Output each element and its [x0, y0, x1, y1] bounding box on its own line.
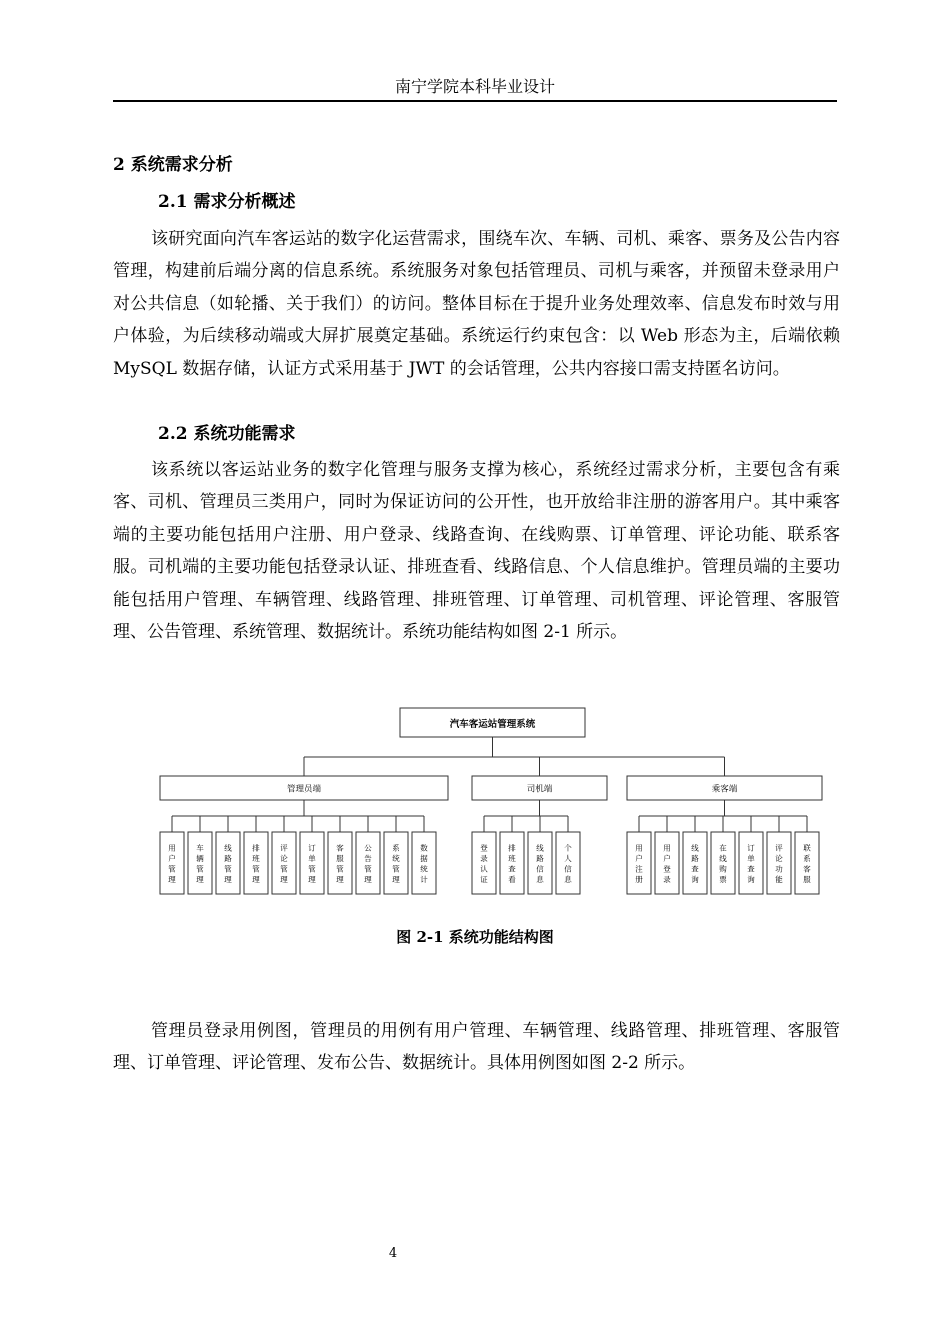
leaf-box [795, 832, 819, 894]
leaf-label: 用户登录 [663, 843, 671, 884]
root-label: 汽车客运站管理系统 [449, 719, 536, 730]
leaf-box [500, 832, 524, 894]
page-header: 南宁学院本科毕业设计 [394, 77, 555, 96]
subsection-title-2-1: 2.1 需求分析概述 [158, 192, 296, 212]
leaf-box [528, 832, 552, 894]
leaf-box [300, 832, 324, 894]
leaf-label: 订单查询 [747, 843, 755, 884]
leaf-label: 线路查询 [691, 843, 699, 884]
leaf-box [412, 832, 436, 894]
leaf-box [272, 832, 296, 894]
leaf-label: 评论管理 [280, 843, 288, 884]
function-structure-diagram [150, 700, 830, 905]
leaf-box [683, 832, 707, 894]
leaf-label: 系统管理 [392, 843, 400, 884]
leaf-label: 用户注册 [635, 843, 643, 884]
leaf-label: 登录认证 [480, 843, 488, 884]
leaf-box [627, 832, 651, 894]
paragraph-functions: 该系统以客运站业务的数字化管理与服务支撑为核心，系统经过需求分析，主要包含有乘客、司机、管理员三类用户，同时为保证访问的公开性，也开放给非注册的游客用户。其中乘客端的主要功能包括用户注册、用户登录、线路查询、在线购票、订单管理、评论功能、联系客服。司机端的主要功能包括登录认证、排班查看、线路信息、个人信息维护。管理员端的主要功能包括用户管理、车辆管理、线路管理、排班管理、订单管理、司机管理、评论管理、客服管理、公告管理、系统管理、数据统计。系统功能结构如图 2-1 所示。 [113, 460, 840, 643]
group-label: 乘客端 [711, 784, 738, 795]
leaf-label: 排班管理 [252, 843, 260, 884]
leaf-label: 公告管理 [364, 843, 372, 884]
page-number: 4 [388, 1246, 398, 1261]
leaf-label: 用户管理 [168, 843, 176, 884]
leaf-label: 排班查看 [508, 843, 516, 884]
subsection-title-2-2: 2.2 系统功能需求 [158, 424, 296, 444]
leaf-box [472, 832, 496, 894]
leaf-label: 客服管理 [336, 843, 344, 884]
paragraph-admin-usecase: 管理员登录用例图，管理员的用例有用户管理、车辆管理、线路管理、排班管理、客服管理、订单管理、评论管理、发布公告、数据统计。具体用例图如图 2-2 所示。 [113, 1021, 840, 1074]
leaf-label: 订单管理 [308, 843, 316, 884]
leaf-label: 在线购票 [719, 843, 727, 884]
header-rule [113, 100, 837, 102]
leaf-box [188, 832, 212, 894]
leaf-label: 线路管理 [224, 843, 232, 884]
leaf-box [711, 832, 735, 894]
paragraph-overview: 该研究面向汽车客运站的数字化运营需求，围绕车次、车辆、司机、乘客、票务及公告内容管理，构建前后端分离的信息系统。系统服务对象包括管理员、司机与乘客，并预留未登录用户对公共信息（如轮播、关于我们）的访问。整体目标在于提升业务处理效率、信息发布时效与用户体验，为后续移动端或大屏扩展奠定基础。系统运行约束包含：以 Web 形态为主，后端依赖 MySQL 数据存储，认证方式采用基于 JWT 的会话管理，公共内容接口需支持匿名访问。 [113, 229, 840, 379]
leaf-box [739, 832, 763, 894]
leaf-box [160, 832, 184, 894]
leaf-label: 评论功能 [775, 843, 783, 884]
group-label: 司机端 [526, 784, 553, 795]
leaf-label: 线路信息 [536, 843, 544, 884]
diagram-svg [150, 700, 830, 905]
leaf-box [767, 832, 791, 894]
leaf-box [244, 832, 268, 894]
leaf-box [328, 832, 352, 894]
leaf-label: 个人信息 [564, 843, 572, 884]
group-label: 管理员端 [286, 784, 322, 795]
leaf-label: 联系客服 [803, 843, 811, 884]
leaf-box [356, 832, 380, 894]
leaf-box [655, 832, 679, 894]
figure-caption: 图 2-1 系统功能结构图 [396, 928, 554, 946]
leaf-box [384, 832, 408, 894]
leaf-box [216, 832, 240, 894]
leaf-label: 数据统计 [420, 843, 428, 884]
section-title: 2 系统需求分析 [113, 155, 233, 175]
leaf-label: 车辆管理 [196, 843, 204, 884]
leaf-box [556, 832, 580, 894]
